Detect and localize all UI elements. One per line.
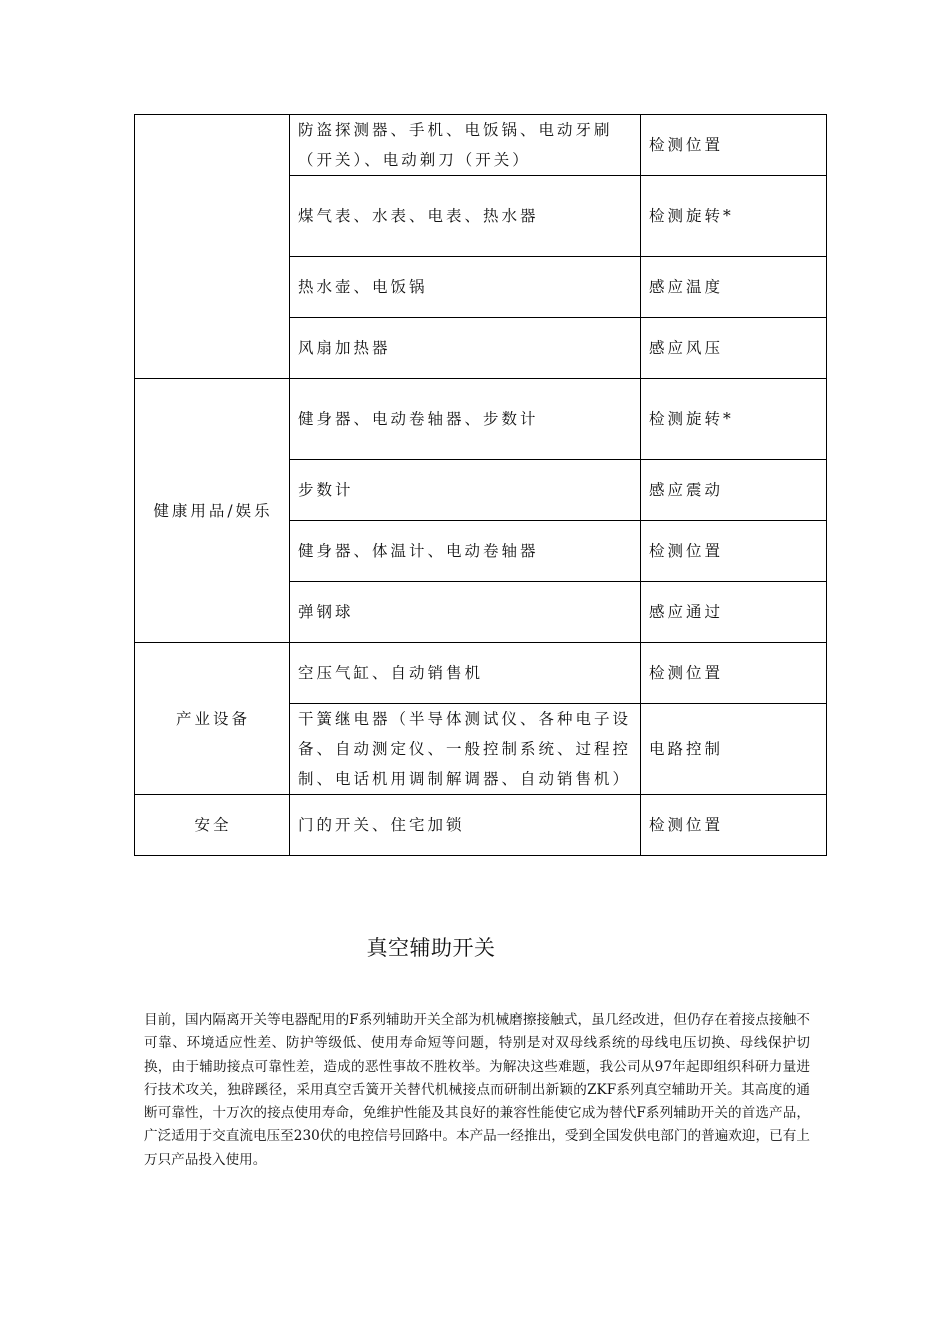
table-row xyxy=(135,795,827,856)
application-cell: 门的开关、住宅加锁 xyxy=(290,795,641,856)
function-cell: 感应通过 xyxy=(641,582,827,643)
function-cell: 检测旋转* xyxy=(641,379,827,460)
application-cell: 风扇加热器 xyxy=(290,318,641,379)
function-cell: 感应震动 xyxy=(641,460,827,521)
function-cell: 检测旋转* xyxy=(641,176,827,257)
table-row xyxy=(135,643,827,704)
function-cell: 检测位置 xyxy=(641,521,827,582)
function-cell: 感应温度 xyxy=(641,257,827,318)
application-cell: 热水壶、电饭锅 xyxy=(290,257,641,318)
table-row xyxy=(135,115,827,176)
function-cell: 电路控制 xyxy=(641,704,827,795)
application-cell: 弹钢球 xyxy=(290,582,641,643)
application-cell: 防盗探测器、手机、电饭锅、电动牙刷（开关）、电动剃刀（开关） xyxy=(290,115,641,176)
application-cell: 健身器、体温计、电动卷轴器 xyxy=(290,521,641,582)
table-row xyxy=(135,379,827,460)
application-cell: 步数计 xyxy=(290,460,641,521)
function-cell: 检测位置 xyxy=(641,115,827,176)
section-title: 真空辅助开关 xyxy=(366,936,496,960)
application-cell: 空压气缸、自动销售机 xyxy=(290,643,641,704)
section-body-paragraph: 目前，国内隔离开关等电器配用的F系列辅助开关全部为机械磨擦接触式，虽几经改进，但仍存在着接点接触不可靠、环境适应性差、防护等级低、使用寿命短等问题，特别是对双母线系统的母线电压切换、母线保护切换，由于辅助接点可靠性差，造成的恶性事故不胜枚举。为解决这些难题，我公司从97年起即组织科研力量进行技术攻关，独辟蹊径，采用真空舌簧开关替代机械接点而研制出新颖的ZKF系列真空辅助开关。其高度的通断可靠性，十万次的接点使用寿命，免维护性能及其良好的兼容性能使它成为替代F系列辅助开关的首选产品，广泛适用于交直流电压至230伏的电控信号回路中。本产品一经推出，受到全国发供电部门的普遍欢迎，已有上万只产品投入使用。 xyxy=(144,1012,810,1168)
application-cell: 干簧继电器（半导体测试仪、各种电子设备、自动测定仪、一般控制系统、过程控制、电话机用调制解调器、自动销售机） xyxy=(290,704,641,795)
category-cell: 安全 xyxy=(135,795,290,856)
application-cell: 健身器、电动卷轴器、步数计 xyxy=(290,379,641,460)
category-cell xyxy=(135,115,290,379)
application-table xyxy=(134,114,827,856)
category-cell: 产业设备 xyxy=(135,643,290,795)
function-cell: 检测位置 xyxy=(641,795,827,856)
function-cell: 感应风压 xyxy=(641,318,827,379)
category-cell: 健康用品/娱乐 xyxy=(135,379,290,643)
function-cell: 检测位置 xyxy=(641,643,827,704)
application-cell: 煤气表、水表、电表、热水器 xyxy=(290,176,641,257)
